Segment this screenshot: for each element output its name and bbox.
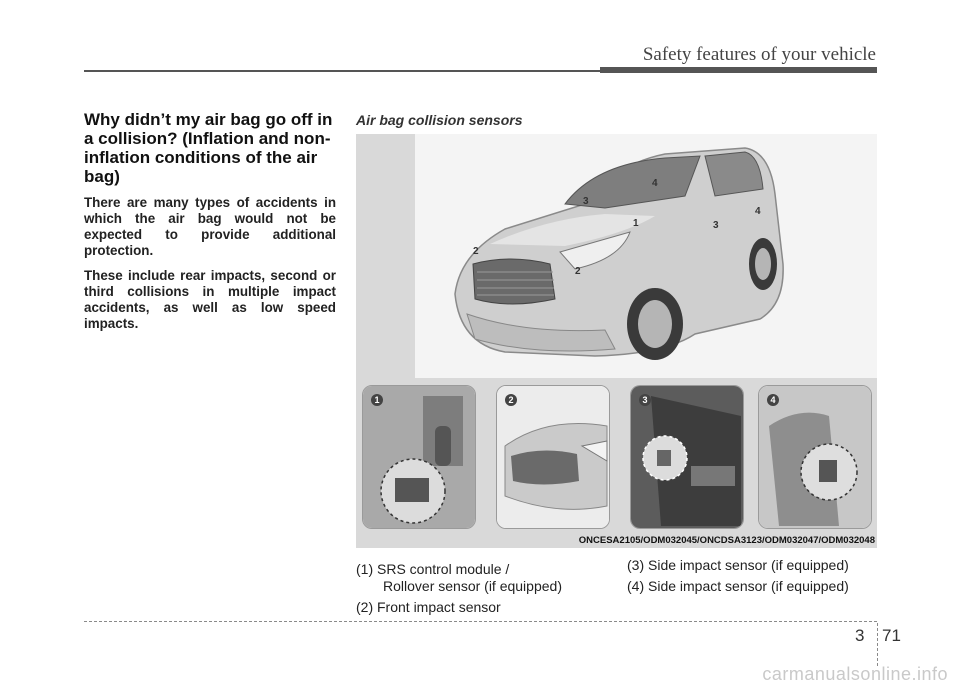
- header-rule: [84, 70, 604, 72]
- svg-text:3: 3: [583, 196, 589, 207]
- legend-item-3: (3) Side impact sensor (if equipped): [627, 557, 849, 573]
- front-view-illustration: [497, 386, 610, 529]
- page-number: 71: [882, 626, 901, 645]
- legend-right: [627, 557, 849, 595]
- svg-text:1: 1: [633, 218, 639, 229]
- paragraph-2: These include rear impacts, second or third collisions in multiple impact accidents, as well as low speed impacts.: [84, 268, 336, 331]
- door-illustration: [631, 386, 744, 529]
- inset-number: 4: [767, 394, 779, 406]
- footer-divider: [877, 623, 878, 666]
- console-illustration: [363, 386, 476, 529]
- section-title: Safety features of your vehicle: [642, 44, 876, 65]
- inset-number: 2: [505, 394, 517, 406]
- seat-illustration: [759, 386, 872, 529]
- suv-illustration: [415, 134, 877, 378]
- figure-title: Air bag collision sensors: [356, 112, 523, 128]
- svg-text:3: 3: [713, 220, 719, 231]
- svg-text:4: 4: [755, 206, 761, 217]
- question-heading: Why didn’t my air bag go off in a collision? (Inflation and non-inflation conditions of the air bag): [84, 110, 333, 186]
- inset-door-sensor: [630, 385, 744, 529]
- legend-left: [356, 561, 562, 616]
- inset-number: 1: [371, 394, 383, 406]
- inset-front-sensor: [496, 385, 610, 529]
- inset-srs-module: [362, 385, 476, 529]
- chapter-number: 3: [855, 626, 865, 645]
- watermark: carmanualsonline.info: [762, 664, 948, 684]
- legend-item-1: (1) SRS control module /: [356, 561, 510, 577]
- main-vehicle-illustration: [415, 134, 877, 378]
- svg-text:4: 4: [652, 178, 658, 189]
- footer-rule: [84, 621, 877, 622]
- legend-item-1-cont: Rollover sensor (if equipped): [383, 578, 562, 594]
- inset-number: 3: [639, 394, 651, 406]
- inset-seat-sensor: [758, 385, 872, 529]
- svg-text:2: 2: [575, 266, 581, 277]
- left-column: [84, 110, 336, 332]
- paragraph-1: There are many types of accidents in which the air bag would not be expected to provide additional protection.: [84, 195, 336, 258]
- legend-item-2: (2) Front impact sensor: [356, 599, 501, 615]
- figure-code: ONCESA2105/ODM032045/ONCDSA3123/ODM032047/ODM032048: [578, 535, 875, 546]
- figure-panel: [356, 134, 877, 548]
- header-bar: [600, 67, 877, 73]
- svg-text:2: 2: [473, 246, 479, 257]
- legend-item-4: (4) Side impact sensor (if equipped): [627, 578, 849, 594]
